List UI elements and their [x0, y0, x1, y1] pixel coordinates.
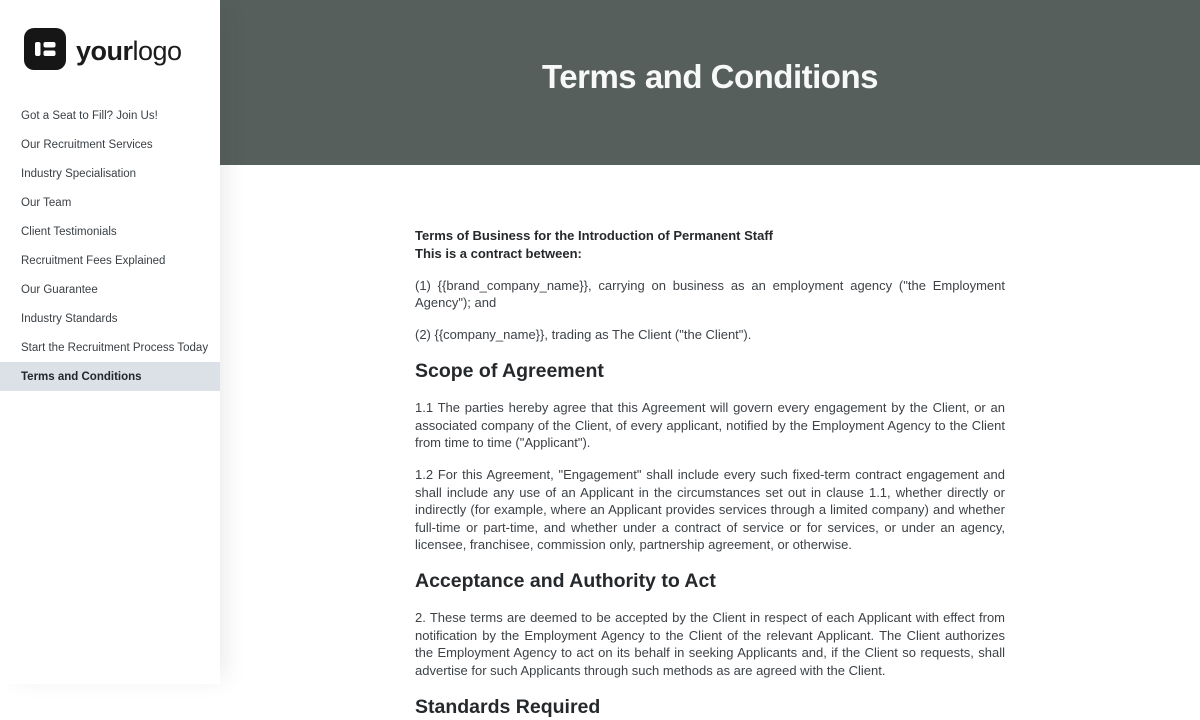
doc-paragraph-1-1: 1.1 The parties hereby agree that this Agreement will govern every engagement by the Client, or an associated company of the Client, of every applicant, notified by the Employment Agency to the Client from time to time ("Applicant").	[415, 400, 1005, 451]
doc-paragraph-party-2: (2) {{company_name}}, trading as The Client ("the Client").	[415, 327, 752, 343]
logo[interactable]	[0, 0, 220, 75]
sidebar-item-our-team[interactable]: Our Team	[21, 196, 72, 209]
sidebar-item-start-recruitment[interactable]: Start the Recruitment Process Today	[21, 341, 209, 354]
main-content	[220, 165, 1200, 718]
doc-heading-line: Terms of Business for the Introduction of Permanent Staff	[415, 228, 774, 243]
sidebar-item-our-guarantee[interactable]: Our Guarantee	[21, 283, 98, 296]
doc-paragraph-party-1: (1) {{brand_company_name}}, carrying on business as an employment agency ("the Employment Agency"); and	[415, 277, 1005, 311]
sidebar-item-recruitment-services[interactable]: Our Recruitment Services	[21, 138, 153, 151]
sidebar-item-client-testimonials[interactable]: Client Testimonials	[21, 225, 117, 238]
page-header	[220, 0, 1200, 165]
logo-text: yourlogo	[76, 36, 182, 66]
doc-heading-line: This is a contract between:	[415, 245, 582, 261]
sidebar-item-got-a-seat[interactable]: Got a Seat to Fill? Join Us!	[21, 109, 158, 122]
page-title: Terms and Conditions	[542, 57, 878, 95]
doc-paragraph-2: 2. These terms are deemed to be accepted by the Client in respect of each Applicant with effect from notification by the Employment Agency to the Client of the relevant Applicant. The Client authorizes the Employment Agency to act on its behalf in seeking Applicants and, if the Client so requests, shall advertise for such Applicants through such methods as are agreed with the Client.	[415, 610, 1005, 678]
sidebar-item-recruitment-fees[interactable]: Recruitment Fees Explained	[21, 254, 166, 267]
sidebar-item-industry-standards[interactable]: Industry Standards	[21, 312, 118, 325]
doc-heading-acceptance: Acceptance and Authority to Act	[415, 570, 716, 593]
sidebar-item-industry-specialisation[interactable]: Industry Specialisation	[21, 167, 137, 180]
terms-document	[415, 165, 1005, 720]
sidebar-item-terms-and-conditions[interactable]: Terms and Conditions	[0, 362, 220, 391]
doc-paragraph-1-2: 1.2 For this Agreement, "Engagement" shall include every such fixed-term contract engagement and shall include any use of an Applicant in the circumstances set out in clause 1.1, whether directly or indirectly (for example, where an Applicant provides services through a limited company) and whether full-time or part-time, and whether under a contract of service or for services, or under an agency, licensee, franchisee, commission only, partnership agreement, or otherwise.	[415, 467, 1005, 553]
doc-heading-contract	[415, 227, 1005, 262]
doc-heading-scope: Scope of Agreement	[415, 360, 604, 383]
sidebar-nav	[0, 101, 220, 391]
sidebar	[0, 0, 220, 684]
doc-heading-standards: Standards Required	[415, 695, 601, 718]
yourlogo-mark-icon	[24, 28, 66, 75]
